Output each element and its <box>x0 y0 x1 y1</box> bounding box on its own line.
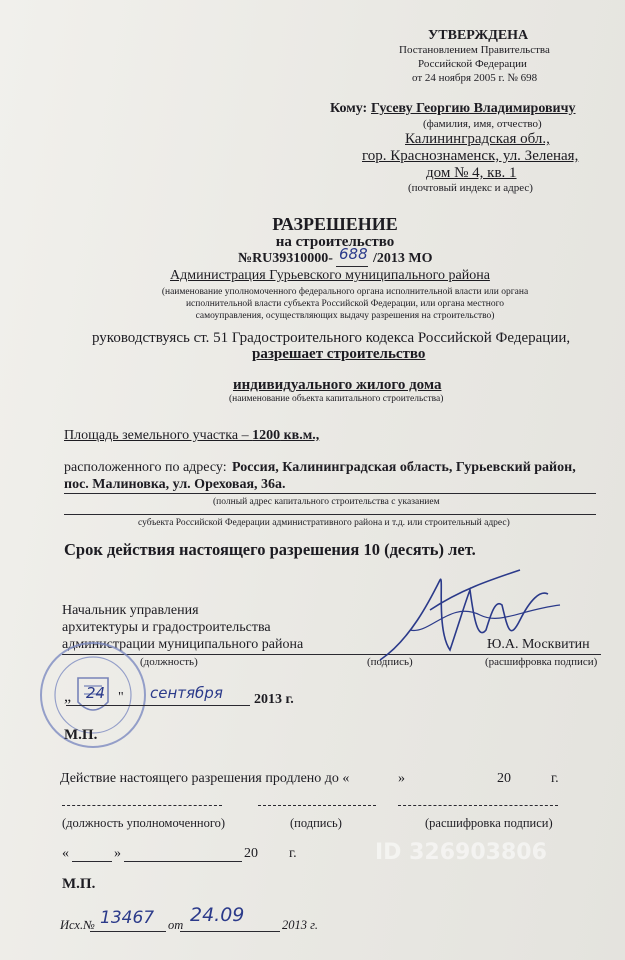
permits-construction: разрешает строительство <box>252 346 426 362</box>
extension-date2-year: 20 <box>244 846 258 861</box>
permit-number-suffix: /2013 МО <box>373 251 433 266</box>
authority-caption-2: исполнительной власти субъекта Российской Федерации, или органа местного <box>185 299 505 309</box>
permit-number-prefix: №RU39310000- <box>238 251 333 266</box>
approval-line-2: Российской Федерации <box>418 58 527 70</box>
outgoing-year: 2013 г. <box>282 918 318 932</box>
address-line-2-rule <box>64 493 596 494</box>
extension-date2-year-suffix: г. <box>289 846 297 861</box>
permit-subtitle: на строительство <box>275 234 395 250</box>
outgoing-from-label: от <box>168 918 184 932</box>
recipient-label: Кому: <box>330 101 368 116</box>
authority-caption-3: самоуправления, осуществляющих выдачу разрешения на строительство) <box>195 311 495 321</box>
extension-date-close: » <box>398 771 405 786</box>
signer-name: Ю.А. Москвитин <box>487 637 590 652</box>
recipient-name: Гусеву Георгию Владимировичу <box>371 101 576 116</box>
extension-seal-place-label: М.П. <box>62 876 96 892</box>
extension-signature-rule <box>258 805 376 806</box>
authority-caption-1: (наименование уполномоченного федерального органа исполнительной власти или органа <box>161 287 529 297</box>
extension-date2-day-rule <box>72 861 112 862</box>
land-area-unit: кв.м., <box>280 428 320 443</box>
address-caption-1: (полный адрес капитального строительства с указанием <box>213 497 440 507</box>
recipient-address-2: гор. Краснознаменск, ул. Зеленая, <box>362 148 579 164</box>
extension-date2-open: « <box>62 846 69 861</box>
signature-date-rule <box>66 705 250 706</box>
extension-caption-position: (должность уполномоченного) <box>62 816 226 830</box>
recipient-address-3: дом № 4, кв. 1 <box>426 165 517 181</box>
seal-place-label: М.П. <box>64 727 98 743</box>
permit-subtitle-wrap <box>0 234 625 251</box>
recipient-address-caption: (почтовый индекс и адрес) <box>408 182 533 194</box>
outgoing-number-handwritten: 13467 <box>100 908 155 928</box>
handwritten-signature <box>370 560 570 670</box>
outgoing-date-handwritten: 24.09 <box>190 904 245 926</box>
outgoing-number-label: Исх.№ <box>60 918 95 932</box>
address-caption-2: субъекта Российской Федерации административного района и т.д. или строительный адрес) <box>138 518 510 528</box>
extension-caption-name: (расшифровка подписи) <box>425 816 553 830</box>
extension-text: Действие настоящего разрешения продлено до « <box>60 771 350 786</box>
approval-line-3: от 24 ноября 2005 г. № 698 <box>412 72 538 84</box>
signature-date-day: 24 <box>86 684 106 702</box>
issuing-authority: Администрация Гурьевского муниципального района <box>170 268 490 283</box>
permit-title-wrap <box>0 214 625 235</box>
construction-object: индивидуального жилого дома <box>233 377 442 393</box>
recipient-address-1: Калининградская обл., <box>405 131 550 147</box>
extension-position-rule <box>62 805 222 806</box>
legal-basis-text: руководствуясь ст. 51 Градостроительного кодекса Российской Федерации, <box>92 330 571 346</box>
permit-number-underline <box>336 266 368 267</box>
watermark-id: ID 326903806 <box>375 840 547 865</box>
approval-line-1: Постановлением Правительства <box>399 44 550 56</box>
permit-title: РАЗРЕШЕНИЕ <box>272 214 398 234</box>
signature-date-year: 2013 г. <box>254 692 294 707</box>
land-area-label: Площадь земельного участка – <box>64 428 253 443</box>
caption-position: (должность) <box>140 656 198 668</box>
outgoing-number-rule <box>90 931 166 932</box>
address-label: расположенного по адресу: <box>64 460 227 475</box>
signer-position-1: Начальник управления <box>62 603 199 618</box>
address-blank-rule <box>64 514 596 515</box>
signature-date-close: " <box>118 690 124 705</box>
extension-year: 20 <box>497 771 511 786</box>
extension-caption-signature: (подпись) <box>290 816 342 830</box>
outgoing-date-rule <box>180 931 280 932</box>
extension-date2-month-rule <box>124 861 242 862</box>
construction-object-caption: (наименование объекта капитального строительства) <box>229 394 444 404</box>
extension-name-rule <box>398 805 558 806</box>
recipient-name-caption: (фамилия, имя, отчество) <box>423 118 542 130</box>
extension-year-suffix: г. <box>551 771 559 786</box>
signer-position-3: администрации муниципального района <box>62 637 304 652</box>
land-area-value: 1200 <box>252 428 281 443</box>
signature-date-month: сентября <box>150 684 223 702</box>
address-line-2: пос. Малиновка, ул. Ореховая, 36а. <box>64 477 286 492</box>
signer-position-2: архитектуры и градостроительства <box>62 620 271 635</box>
caption-signature: (подпись) <box>367 656 413 668</box>
land-area <box>64 428 319 444</box>
approval-title: УТВЕРЖДЕНА <box>428 28 529 43</box>
extension-date2-close: » <box>114 846 121 861</box>
permit-number-handwritten: 688 <box>339 245 368 263</box>
caption-signer-name: (расшифровка подписи) <box>485 656 598 668</box>
validity-period: Срок действия настоящего разрешения 10 (десять) лет. <box>64 540 476 559</box>
address-line-1: Россия, Калининградская область, Гурьевский район, <box>232 460 576 475</box>
signature-date-open: „ <box>64 688 72 705</box>
